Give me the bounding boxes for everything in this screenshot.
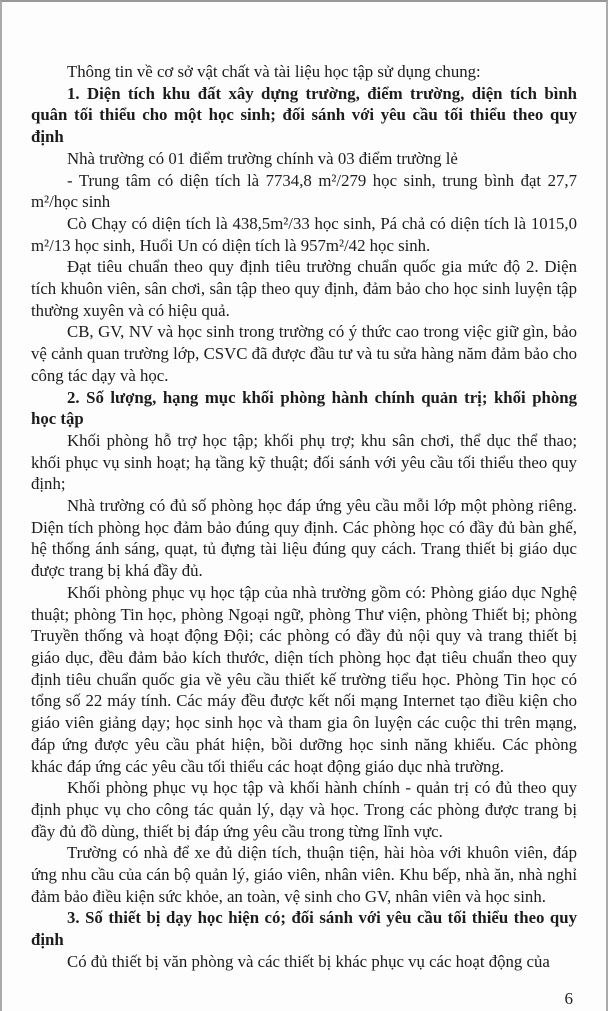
paragraph: - Trung tâm có diện tích là 7734,8 m²/279 học sinh, trung bình đạt 27,7 m²/học sinh	[31, 170, 577, 212]
paragraph: Có đủ thiết bị văn phòng và các thiết bị khác phục vụ các hoạt động của	[67, 951, 550, 971]
section-3-heading: 3. Số thiết bị dạy học hiện có; đối sánh với yêu cầu tối thiểu theo quy định	[31, 908, 577, 950]
paragraph: Cò Chạy có diện tích là 438,5m²/33 học sinh, Pá chả có diện tích là 1015,0 m²/13 học sinh, Huổi Un có diện tích là 957m²/42 học sinh.	[31, 213, 577, 255]
page-number: 6	[564, 989, 573, 1008]
paragraph: Khối phòng hỗ trợ học tập; khối phụ trợ; khu sân chơi, thể dục thể thao; khối phục vụ sinh hoạt; hạ tầng kỹ thuật; đối sánh với yêu cầu tối thiểu theo quy định;	[31, 430, 577, 494]
document-body	[31, 61, 577, 973]
intro-paragraph: Thông tin về cơ sở vật chất và tài liệu học tập sử dụng chung:	[67, 62, 481, 81]
section-1-heading: 1. Diện tích khu đất xây dựng trường, điểm trường, diện tích bình quân tối thiểu cho một học sinh; đối sánh với yêu cầu tối thiểu theo quy định	[31, 83, 577, 147]
paragraph: Khối phòng phục vụ học tập và khối hành chính - quản trị có đủ theo quy định phục vụ cho công tác quản lý, dạy và học. Trong các phòng được trang bị đầy đủ đồ dùng, thiết bị đáp ứng yêu cầu trong từng lĩnh vực.	[31, 778, 577, 841]
paragraph: Khối phòng phục vụ học tập của nhà trường gồm có: Phòng giáo dục Nghệ thuật; phòng Tin học, phòng Ngoại ngữ, phòng Thư viện, phòng Thiết bị; phòng Truyền thống và hoạt động Đội; các phòng có đầy đủ nội quy và trang thiết bị giáo dục, đều đảm bảo kích thước, diện tích phòng học đạt tiêu chuẩn theo quy định tiêu chuẩn quốc gia về yêu cầu thiết kế trường tiểu học. Phòng Tin học có tổng số 22 máy tính. Các máy đều được kết nối mạng Internet tạo điều kiện cho giáo viên giảng dạy; học sinh học và tham gia ôn luyện các cuộc thi trên mạng, đáp ứng được yêu cầu phát hiện, bồi dưỡng học sinh năng khiếu. Các phòng khác đáp ứng các yêu cầu tối thiểu các hoạt động giáo dục nhà trường.	[31, 582, 577, 776]
paragraph: Nhà trường có đủ số phòng học đáp ứng yêu cầu mỗi lớp một phòng riêng. Diện tích phòng học đảm bảo đúng quy định. Các phòng học có đầy đủ bàn ghế, hệ thống ánh sáng, quạt, tủ đựng tài liệu đúng quy cách. Trang thiết bị giáo dục được trang bị khá đầy đủ.	[31, 496, 577, 581]
paragraph: Nhà trường có 01 điểm trường chính và 03 điểm trường lẻ	[67, 148, 458, 168]
paragraph: Đạt tiêu chuẩn theo quy định tiêu trường chuẩn quốc gia mức độ 2. Diện tích khuôn viên, sân chơi, sân tập theo quy định, đảm bảo cho học sinh luyện tập thường xuyên và có hiệu quả.	[31, 257, 577, 320]
paragraph: CB, GV, NV và học sinh trong trường có ý thức cao trong việc giữ gìn, bảo vệ cảnh quan trường lớp, CSVC đã được đầu tư và tu sửa hàng năm đảm bảo cho công tác dạy và học.	[31, 322, 577, 385]
paragraph: Trường có nhà để xe đủ diện tích, thuận tiện, hài hòa với khuôn viên, đáp ứng nhu cầu của cán bộ quản lý, giáo viên, nhân viên. Khu bếp, nhà ăn, nhà nghỉ đảm bảo điều kiện sức khỏe, an toàn, vệ sinh cho GV, nhân viên và học sinh.	[31, 843, 577, 906]
section-2-heading: 2. Số lượng, hạng mục khối phòng hành chính quản trị; khối phòng học tập	[31, 387, 577, 429]
